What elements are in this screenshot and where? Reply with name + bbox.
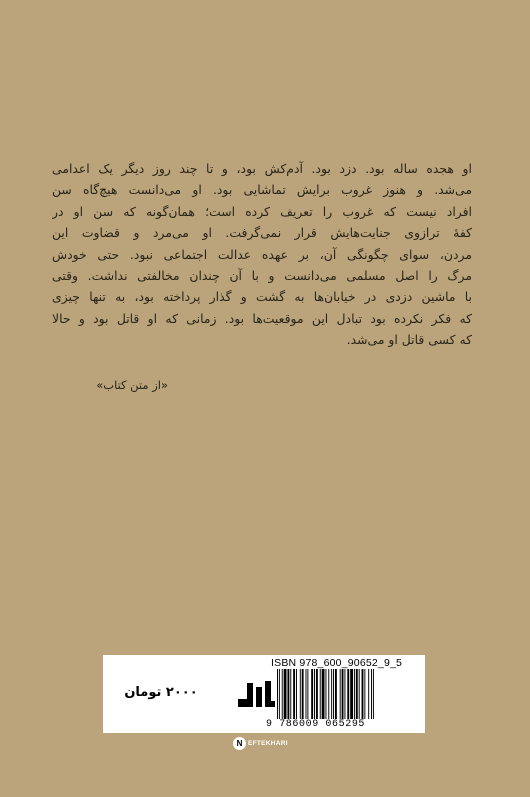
blurb-line: می‌شد. و هنوز غروب برایش تماشایی بود. او می‌دانست هیچ‌گاه سن — [52, 182, 472, 198]
barcode-bar — [340, 669, 341, 719]
blurb-line: کفهٔ ترازوی جنایت‌هایش قرار نمی‌گرفت. او می‌مرد و قضاوت این — [52, 225, 472, 241]
barcode-bar — [344, 669, 345, 719]
blurb-line: مردن، سوای چگونگی آن، بر عهده عدالت اجتماعی نبود. حتی خودش — [52, 246, 472, 262]
barcode-bar — [296, 669, 297, 719]
blurb-line: او هجده ساله بود. دزد بود. آدم‌کش بود، و تا چند روز دیگر یک اعدامی — [52, 161, 472, 176]
barcode-bar — [347, 669, 349, 719]
barcode-bar — [307, 669, 308, 719]
barcode-bar — [350, 669, 353, 719]
back-cover-blurb — [52, 158, 472, 351]
barcode-bar — [300, 669, 301, 719]
blurb-line: که فکر نکرده بود تبادل این موقعیت‌ها بود. زمانی که او قاتل بود و حالا — [52, 310, 472, 326]
barcode-bar — [311, 669, 313, 719]
barcode-bar — [359, 669, 360, 719]
publisher-imprint — [233, 735, 288, 751]
barcode-bar — [277, 669, 278, 719]
barcode-bar — [279, 669, 280, 719]
barcode-bar — [293, 669, 295, 719]
barcode-image — [277, 669, 417, 719]
barcode-bar — [371, 669, 372, 719]
barcode-bar — [306, 669, 307, 719]
barcode-bar — [282, 669, 283, 719]
publisher-name: EFTEKHARI — [248, 739, 288, 747]
publisher-logo-icon — [235, 677, 277, 711]
barcode-bar — [284, 669, 287, 719]
blurb-line: مرگ را اصل مسلمی می‌دانست و با آن چندان مخالفتی نداشت. وقتی — [52, 268, 472, 284]
barcode-bar — [290, 669, 291, 719]
barcode-bar — [342, 669, 344, 719]
barcode-bar — [316, 669, 318, 719]
isbn-label: ISBN 978_600_90652_9_5 — [271, 657, 403, 669]
barcode-bar — [373, 669, 374, 719]
barcode-bar — [331, 669, 332, 719]
barcode-bar — [287, 669, 289, 719]
publisher-circle-icon: N — [233, 737, 246, 750]
price-label: ۲۰۰۰ تومان — [124, 685, 198, 700]
barcode-bar — [362, 669, 364, 719]
barcode-panel — [103, 655, 425, 733]
blurb-source: «از متن کتاب» — [96, 378, 168, 392]
barcode-bar — [356, 669, 358, 719]
barcode-bar — [354, 669, 355, 719]
barcode-bar — [335, 669, 337, 719]
blurb-line: که کسی قاتل او می‌شد. — [346, 332, 472, 348]
barcode-bar — [322, 669, 325, 719]
barcode-bar — [333, 669, 334, 719]
barcode-bar — [328, 669, 329, 719]
barcode-bar — [302, 669, 304, 719]
barcode-bar — [314, 669, 315, 719]
barcode-digits: 9 786009 065295 — [266, 719, 366, 730]
barcode-bar — [364, 669, 365, 719]
barcode-bar — [320, 669, 321, 719]
barcode-bar — [325, 669, 326, 719]
blurb-line: افراد نیست که غروب را تعریف کرده است؛ همان‌گونه که سن او در — [52, 203, 472, 219]
blurb-line: با ماشین دزدی در خیابان‌ها به گشت و گذار پرداخته بود، به تنها چیزی — [52, 289, 472, 305]
barcode-bar — [368, 669, 369, 719]
